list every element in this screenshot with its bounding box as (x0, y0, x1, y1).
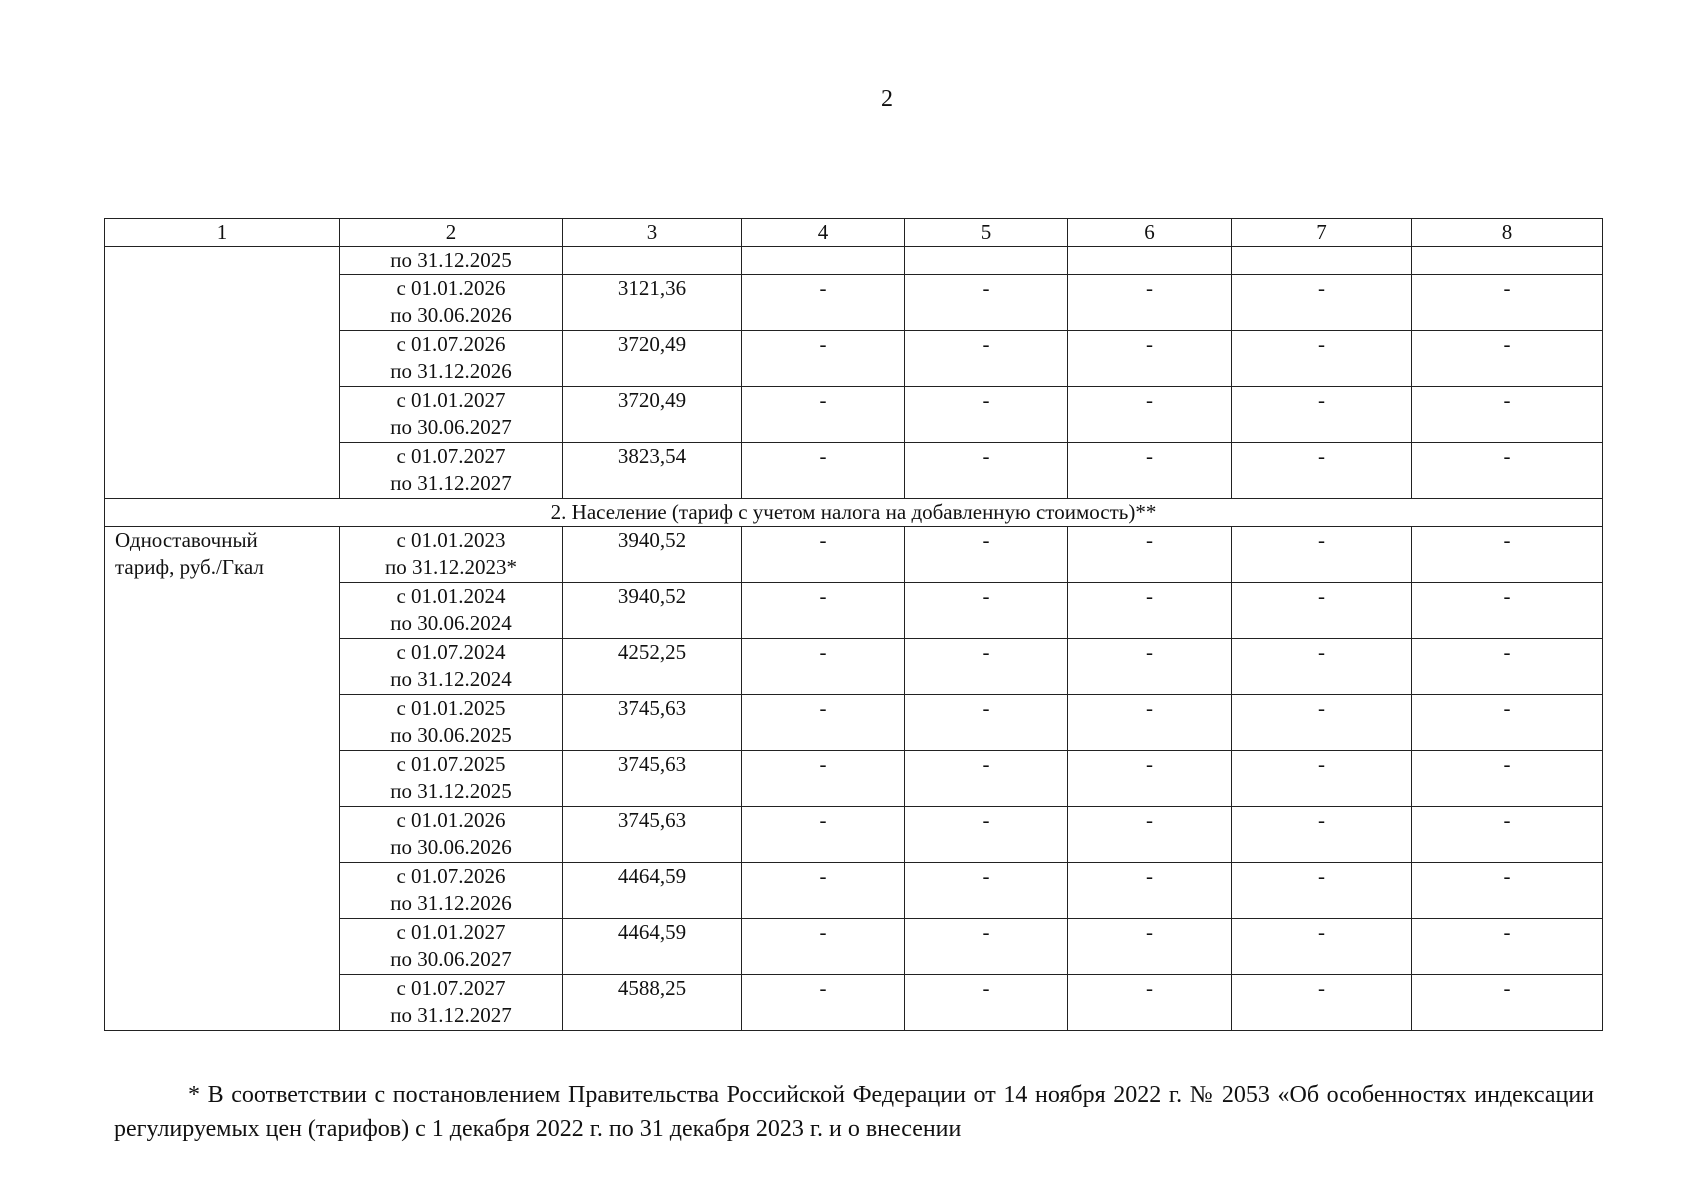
period-cell (340, 863, 563, 919)
empty-value-cell: - (905, 331, 1068, 387)
period-to: по 31.12.2026 (390, 359, 512, 383)
tariff-value-cell: 3720,49 (563, 387, 742, 443)
empty-value-cell: - (1232, 583, 1412, 639)
empty-value-cell: - (1068, 331, 1232, 387)
period-from: с 01.07.2026 (396, 332, 506, 356)
period-to: по 30.06.2026 (390, 835, 512, 859)
empty-value-cell: - (1068, 639, 1232, 695)
period-to: по 31.12.2027 (390, 1003, 512, 1027)
empty-value-cell: - (1232, 387, 1412, 443)
period-cell (340, 583, 563, 639)
column-header: 3 (563, 219, 742, 247)
period-cell (340, 387, 563, 443)
table-header-row (105, 219, 1603, 247)
empty-value-cell: - (742, 919, 905, 975)
period-cell (340, 247, 563, 275)
period-from: с 01.07.2027 (396, 976, 506, 1000)
empty-value-cell: - (1068, 583, 1232, 639)
empty-value-cell: - (905, 583, 1068, 639)
period-from: с 01.01.2027 (396, 388, 506, 412)
period-to: по 31.12.2025 (390, 779, 512, 803)
empty-value-cell: - (1232, 527, 1412, 583)
empty-value-cell: - (1232, 275, 1412, 331)
tariff-value-cell: 3745,63 (563, 695, 742, 751)
empty-value-cell: - (905, 863, 1068, 919)
period-cell (340, 639, 563, 695)
empty-value-cell: - (1232, 807, 1412, 863)
period-cell (340, 275, 563, 331)
period-from: с 01.01.2023 (396, 528, 506, 552)
tariff-value-cell: 4588,25 (563, 975, 742, 1031)
table-row (105, 527, 1603, 583)
period-to: по 30.06.2026 (390, 303, 512, 327)
empty-value-cell: - (905, 975, 1068, 1031)
empty-value-cell: - (1068, 919, 1232, 975)
empty-value-cell: - (1068, 443, 1232, 499)
empty-value-cell: - (905, 919, 1068, 975)
empty-value-cell (1068, 247, 1232, 275)
period-cell (340, 975, 563, 1031)
period-to: по 31.12.2023* (385, 555, 517, 579)
empty-value-cell: - (1068, 695, 1232, 751)
empty-value-cell: - (1232, 639, 1412, 695)
category-cell-continued (105, 247, 340, 499)
empty-value-cell (1232, 247, 1412, 275)
empty-value-cell: - (1412, 639, 1603, 695)
empty-value-cell: - (742, 863, 905, 919)
column-header: 2 (340, 219, 563, 247)
period-from: с 01.01.2026 (396, 808, 506, 832)
column-header: 8 (1412, 219, 1603, 247)
empty-value-cell: - (1068, 387, 1232, 443)
category-cell (105, 527, 340, 1031)
column-header: 5 (905, 219, 1068, 247)
empty-value-cell: - (905, 807, 1068, 863)
empty-value-cell: - (742, 275, 905, 331)
empty-value-cell: - (1412, 583, 1603, 639)
period-from: с 01.01.2024 (396, 584, 506, 608)
empty-value-cell: - (1412, 443, 1603, 499)
empty-value-cell: - (742, 807, 905, 863)
tariff-value-cell: 4252,25 (563, 639, 742, 695)
section-title: 2. Население (тариф с учетом налога на добавленную стоимость)** (105, 499, 1603, 527)
empty-value-cell: - (905, 639, 1068, 695)
empty-value-cell: - (1412, 387, 1603, 443)
empty-value-cell: - (742, 583, 905, 639)
period-cell (340, 527, 563, 583)
period-from: с 01.07.2026 (396, 864, 506, 888)
period-to: по 30.06.2025 (390, 723, 512, 747)
empty-value-cell: - (1412, 919, 1603, 975)
tariff-value-cell: 3940,52 (563, 527, 742, 583)
empty-value-cell: - (1232, 331, 1412, 387)
empty-value-cell: - (1068, 275, 1232, 331)
empty-value-cell (742, 247, 905, 275)
column-header: 7 (1232, 219, 1412, 247)
column-header: 4 (742, 219, 905, 247)
empty-value-cell: - (742, 975, 905, 1031)
empty-value-cell: - (1232, 975, 1412, 1031)
category-label-line1: Одноставочный (115, 528, 258, 552)
empty-value-cell: - (905, 387, 1068, 443)
empty-value-cell: - (1068, 527, 1232, 583)
period-to: по 31.12.2024 (390, 667, 512, 691)
period-cell (340, 331, 563, 387)
empty-value-cell: - (905, 695, 1068, 751)
tariff-value-cell: 3121,36 (563, 275, 742, 331)
period-to: по 30.06.2027 (390, 415, 512, 439)
period-to: по 31.12.2027 (390, 471, 512, 495)
tariff-value-cell: 4464,59 (563, 863, 742, 919)
period-from: с 01.01.2026 (396, 276, 506, 300)
empty-value-cell: - (1412, 975, 1603, 1031)
tariff-value-cell: 3745,63 (563, 807, 742, 863)
empty-value-cell: - (742, 443, 905, 499)
empty-value-cell: - (1068, 863, 1232, 919)
empty-value-cell: - (1232, 751, 1412, 807)
empty-value-cell: - (1412, 527, 1603, 583)
empty-value-cell: - (742, 639, 905, 695)
empty-value-cell: - (905, 443, 1068, 499)
empty-value-cell: - (905, 751, 1068, 807)
empty-value-cell: - (1412, 331, 1603, 387)
empty-value-cell: - (742, 387, 905, 443)
empty-value-cell: - (742, 527, 905, 583)
period-to: по 30.06.2024 (390, 611, 512, 635)
empty-value-cell: - (1068, 751, 1232, 807)
period-from: с 01.07.2024 (396, 640, 506, 664)
period-cell (340, 695, 563, 751)
empty-value-cell: - (1232, 443, 1412, 499)
empty-value-cell: - (1068, 975, 1232, 1031)
footnote: * В соответствии с постановлением Правительства Российской Федерации от 14 ноября 2022 г. № 2053 «Об особенностях индексации регулируемых цен (тарифов) с 1 декабря 2022 г. по 31 декабря 2023 г. и о внесении (114, 1082, 1594, 1142)
category-label-line2: тариф, руб./Гкал (115, 555, 264, 579)
tariff-value-cell: 3720,49 (563, 331, 742, 387)
tariff-table (104, 218, 1603, 1031)
empty-value-cell (1412, 247, 1603, 275)
empty-value-cell: - (905, 527, 1068, 583)
column-header: 1 (105, 219, 340, 247)
period-cell (340, 807, 563, 863)
tariff-value-cell: 3745,63 (563, 751, 742, 807)
period-cell (340, 919, 563, 975)
empty-value-cell: - (1232, 919, 1412, 975)
tariff-value-cell: 3823,54 (563, 443, 742, 499)
tariff-value-cell (563, 247, 742, 275)
empty-value-cell: - (1412, 807, 1603, 863)
empty-value-cell: - (1412, 863, 1603, 919)
period-cell (340, 751, 563, 807)
empty-value-cell (905, 247, 1068, 275)
period-to: по 31.12.2025 (390, 248, 512, 272)
empty-value-cell: - (742, 751, 905, 807)
period-from: с 01.01.2025 (396, 696, 506, 720)
empty-value-cell: - (905, 275, 1068, 331)
section-row (105, 499, 1603, 527)
tariff-value-cell: 4464,59 (563, 919, 742, 975)
period-from: с 01.01.2027 (396, 920, 506, 944)
empty-value-cell: - (1232, 863, 1412, 919)
table-row (105, 247, 1603, 275)
empty-value-cell: - (1412, 751, 1603, 807)
empty-value-cell: - (742, 695, 905, 751)
page-number: 2 (881, 86, 893, 112)
period-from: с 01.07.2027 (396, 444, 506, 468)
period-to: по 30.06.2027 (390, 947, 512, 971)
empty-value-cell: - (1412, 695, 1603, 751)
empty-value-cell: - (742, 331, 905, 387)
column-header: 6 (1068, 219, 1232, 247)
period-to: по 31.12.2026 (390, 891, 512, 915)
empty-value-cell: - (1068, 807, 1232, 863)
tariff-value-cell: 3940,52 (563, 583, 742, 639)
empty-value-cell: - (1412, 275, 1603, 331)
period-from: с 01.07.2025 (396, 752, 506, 776)
period-cell (340, 443, 563, 499)
empty-value-cell: - (1232, 695, 1412, 751)
